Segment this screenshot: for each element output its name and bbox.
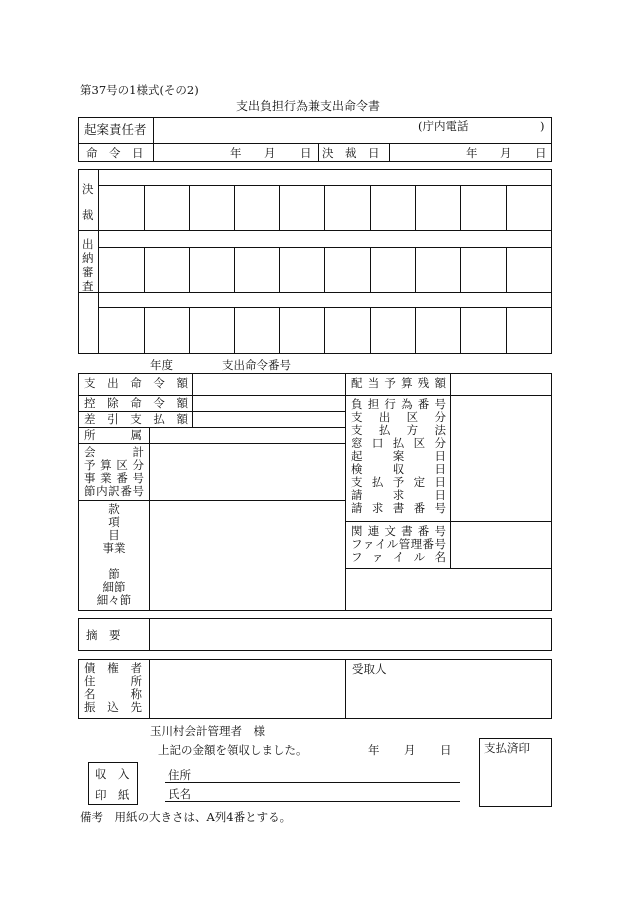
budget-item: 節	[108, 567, 120, 581]
header-box	[78, 117, 552, 162]
stamp-line-1: 収 入	[95, 767, 130, 781]
accounting-char-1: 出	[82, 237, 94, 251]
decision-year: 年	[466, 146, 478, 160]
accounting-char-3: 審	[82, 265, 94, 279]
grid-divider	[279, 247, 280, 292]
department-label: 所 属	[84, 428, 142, 442]
creditor-line: 名 称	[84, 687, 142, 701]
budget-balance-label: 配 当 予 算 残 額	[351, 376, 446, 390]
decision-char-1: 決	[82, 182, 94, 196]
creditor-line: 住 所	[84, 674, 142, 688]
grid-divider	[460, 247, 461, 292]
detail-line: 請 求 日	[351, 488, 446, 502]
form-number: 第37号の1様式(その2)	[80, 83, 199, 97]
grid-divider	[506, 247, 507, 292]
detail-labels	[351, 398, 446, 515]
order-year: 年	[230, 146, 242, 160]
grid-divider	[279, 307, 280, 354]
detail-line: 支 払 予 定 日	[351, 475, 446, 489]
budget-item: 項	[108, 515, 120, 529]
phone-close: )	[540, 119, 545, 133]
receipt-year: 年	[368, 743, 380, 757]
deduction-amount-label: 控 除 命 令 額	[84, 396, 188, 410]
accounting-char-4: 査	[82, 279, 94, 293]
grid-divider	[234, 247, 235, 292]
grid-divider	[415, 307, 416, 354]
accounting-line: 会 計	[84, 445, 144, 459]
detail-line: 負 担 行 為 番 号	[351, 397, 446, 411]
accounting-line: 節 内 訳 番 号	[84, 484, 144, 498]
grid-divider	[189, 185, 190, 230]
grid-divider	[370, 247, 371, 292]
name-label: 氏名	[168, 787, 191, 801]
order-month: 月	[264, 146, 276, 160]
phone-label: (庁内電話	[418, 119, 469, 133]
proposer-label: 起案責任者	[84, 122, 147, 137]
accounting-line: 予 算 区 分	[84, 458, 144, 472]
grid-divider	[144, 185, 145, 230]
grid-divider	[415, 247, 416, 292]
detail-line: 起 案 日	[351, 449, 446, 463]
fiscal-year-label: 年度	[150, 358, 173, 372]
form-title: 支出負担行為兼支出命令書	[236, 99, 381, 113]
address-label: 住所	[168, 768, 191, 782]
grid-divider	[144, 307, 145, 354]
grid-divider	[415, 185, 416, 230]
detail-line: 窓 口 払 区 分	[351, 436, 446, 450]
detail-line: 支 出 区 分	[351, 410, 446, 424]
stamp-line-2: 印 紙	[95, 788, 130, 802]
net-amount-label: 差 引 支 払 額	[84, 412, 188, 426]
grid-divider	[370, 185, 371, 230]
remark: 備考 用紙の大きさは、A列4番とする。	[80, 810, 292, 824]
accounting-char-2: 納	[82, 251, 94, 265]
approval-grid	[78, 169, 552, 354]
receipt-text: 上記の金額を領収しました。	[158, 743, 308, 757]
budget-items	[84, 503, 144, 607]
creditor-lines	[84, 662, 142, 714]
grid-divider	[460, 185, 461, 230]
accounting-lines	[84, 446, 144, 498]
grid-divider	[189, 307, 190, 354]
decision-date-label: 決 裁 日	[322, 146, 380, 160]
creditor-line: 債 権 者	[84, 661, 142, 675]
detail-line: 支 払 方 法	[351, 423, 446, 437]
grid-divider	[324, 185, 325, 230]
receipt-addressee: 玉川村会計管理者 様	[150, 724, 265, 738]
doc-labels	[351, 525, 446, 564]
grid-divider	[506, 185, 507, 230]
grid-divider	[279, 185, 280, 230]
receipt-month: 月	[404, 743, 416, 757]
grid-divider	[189, 247, 190, 292]
accounting-label	[82, 237, 94, 293]
grid-divider	[324, 247, 325, 292]
decision-day: 日	[535, 146, 547, 160]
creditor-line: 振 込 先	[84, 700, 142, 714]
accounting-line: 事 業 番 号	[84, 471, 144, 485]
receipt-day: 日	[440, 743, 452, 757]
payment-amount-label: 支 出 命 令 額	[84, 376, 188, 390]
order-date-label: 命 令 日	[86, 146, 144, 160]
grid-divider	[234, 307, 235, 354]
grid-divider	[324, 307, 325, 354]
budget-item: 細々節	[96, 593, 132, 607]
budget-item: 目	[108, 528, 120, 542]
decision-label	[82, 182, 94, 222]
detail-line: 検 収 日	[351, 462, 446, 476]
name-underline	[165, 801, 460, 802]
doc-line: フ ァ イ ル 名	[351, 550, 446, 564]
grid-divider	[506, 307, 507, 354]
grid-divider	[460, 307, 461, 354]
detail-line: 請 求 書 番 号	[351, 501, 446, 515]
summary-label: 摘 要	[86, 628, 121, 642]
order-number-label: 支出命令番号	[222, 358, 291, 372]
grid-divider	[370, 307, 371, 354]
address-underline	[165, 782, 460, 783]
decision-month: 月	[500, 146, 512, 160]
budget-item: 細節	[102, 580, 126, 594]
recipient-label: 受取人	[352, 662, 387, 676]
decision-char-2: 裁	[82, 208, 94, 222]
budget-item: 事業	[102, 541, 126, 555]
doc-line: 関 連 文 書 番 号	[351, 524, 446, 538]
doc-line: フ ァ イ ル 管 理 番 号	[351, 537, 446, 551]
order-day: 日	[300, 146, 312, 160]
grid-divider	[144, 247, 145, 292]
grid-divider	[234, 185, 235, 230]
paid-stamp-label: 支払済印	[484, 741, 530, 755]
budget-item: 款	[108, 502, 120, 516]
